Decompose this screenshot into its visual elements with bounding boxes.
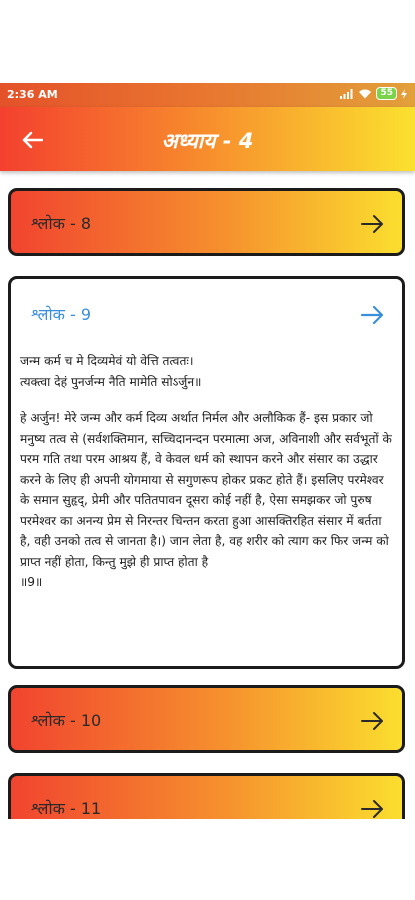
- shloka-label: श्लोक - 11: [31, 799, 102, 818]
- charging-icon: [401, 89, 407, 99]
- shloka-card-10[interactable]: [8, 685, 405, 753]
- arrow-right-icon[interactable]: [360, 798, 386, 819]
- sanskrit-line-1: जन्म कर्म च मे दिव्यमेवं यो वेत्ति तत्वतः।: [20, 354, 194, 368]
- top-letterbox: [0, 0, 415, 83]
- page-title: अध्याय - 4: [161, 129, 254, 153]
- verse-number: ॥9॥: [20, 575, 43, 589]
- status-icons: [340, 87, 407, 100]
- wifi-icon: [358, 88, 372, 99]
- battery-icon: 55: [376, 87, 397, 100]
- arrow-right-icon[interactable]: [360, 213, 386, 235]
- arrow-right-icon[interactable]: [360, 710, 386, 732]
- shloka-card-11[interactable]: [8, 773, 405, 819]
- shloka-card-9[interactable]: [8, 276, 405, 669]
- shloka-list[interactable]: [0, 171, 415, 819]
- verse-meaning: हे अर्जुन! मेरे जन्म और कर्म दिव्य अर्थात निर्मल और अलौकिक हैं- इस प्रकार जो मनुष्य तत्व से (सर्वशक्तिमान, सच्चिदानन्दन परमात्मा अज, अविनाशी और सर्वभूतों के परम गति तथा परम आश्रय हैं, वे केवल धर्म को स्थापन करने और संसार का उद्धार करने के लिए ही अपनी योगमाया से सगुणरूप होकर प्रकट होते हैं। इसलिए परमेश्वर के समान सुहृद्, प्रेमी और पतितपावन दूसरा कोई नहीं है, ऐसा समझकर जो पुरुष परमेश्वर का अनन्य प्रेम से निरन्तर चिन्तन करता हुआ आसक्तिरहित संसार में बर्तता है, वही उनको तत्व से जानता है।) जान लेता है, वह शरीर को त्याग कर फिर जन्म को प्राप्त नहीं होता, किन्तु मुझे ही प्राप्त होता है: [20, 411, 392, 569]
- status-time: 2:36 AM: [7, 88, 58, 101]
- status-bar: [0, 83, 415, 107]
- sanskrit-verse: [20, 351, 393, 392]
- shloka-card-8[interactable]: [8, 188, 405, 256]
- shloka-content: [20, 351, 393, 593]
- shloka-label: श्लोक - 8: [31, 214, 91, 233]
- bottom-letterbox: [0, 819, 415, 900]
- arrow-right-icon[interactable]: [360, 304, 386, 326]
- shloka-label: श्लोक - 10: [31, 711, 102, 730]
- shloka-label: श्लोक - 9: [31, 305, 91, 324]
- sanskrit-line-2: त्यक्त्वा देहं पुनर्जन्म नैति मामेति सोऽर्जुन॥: [20, 374, 202, 389]
- app-bar: [0, 107, 415, 171]
- signal-icon: [340, 89, 354, 99]
